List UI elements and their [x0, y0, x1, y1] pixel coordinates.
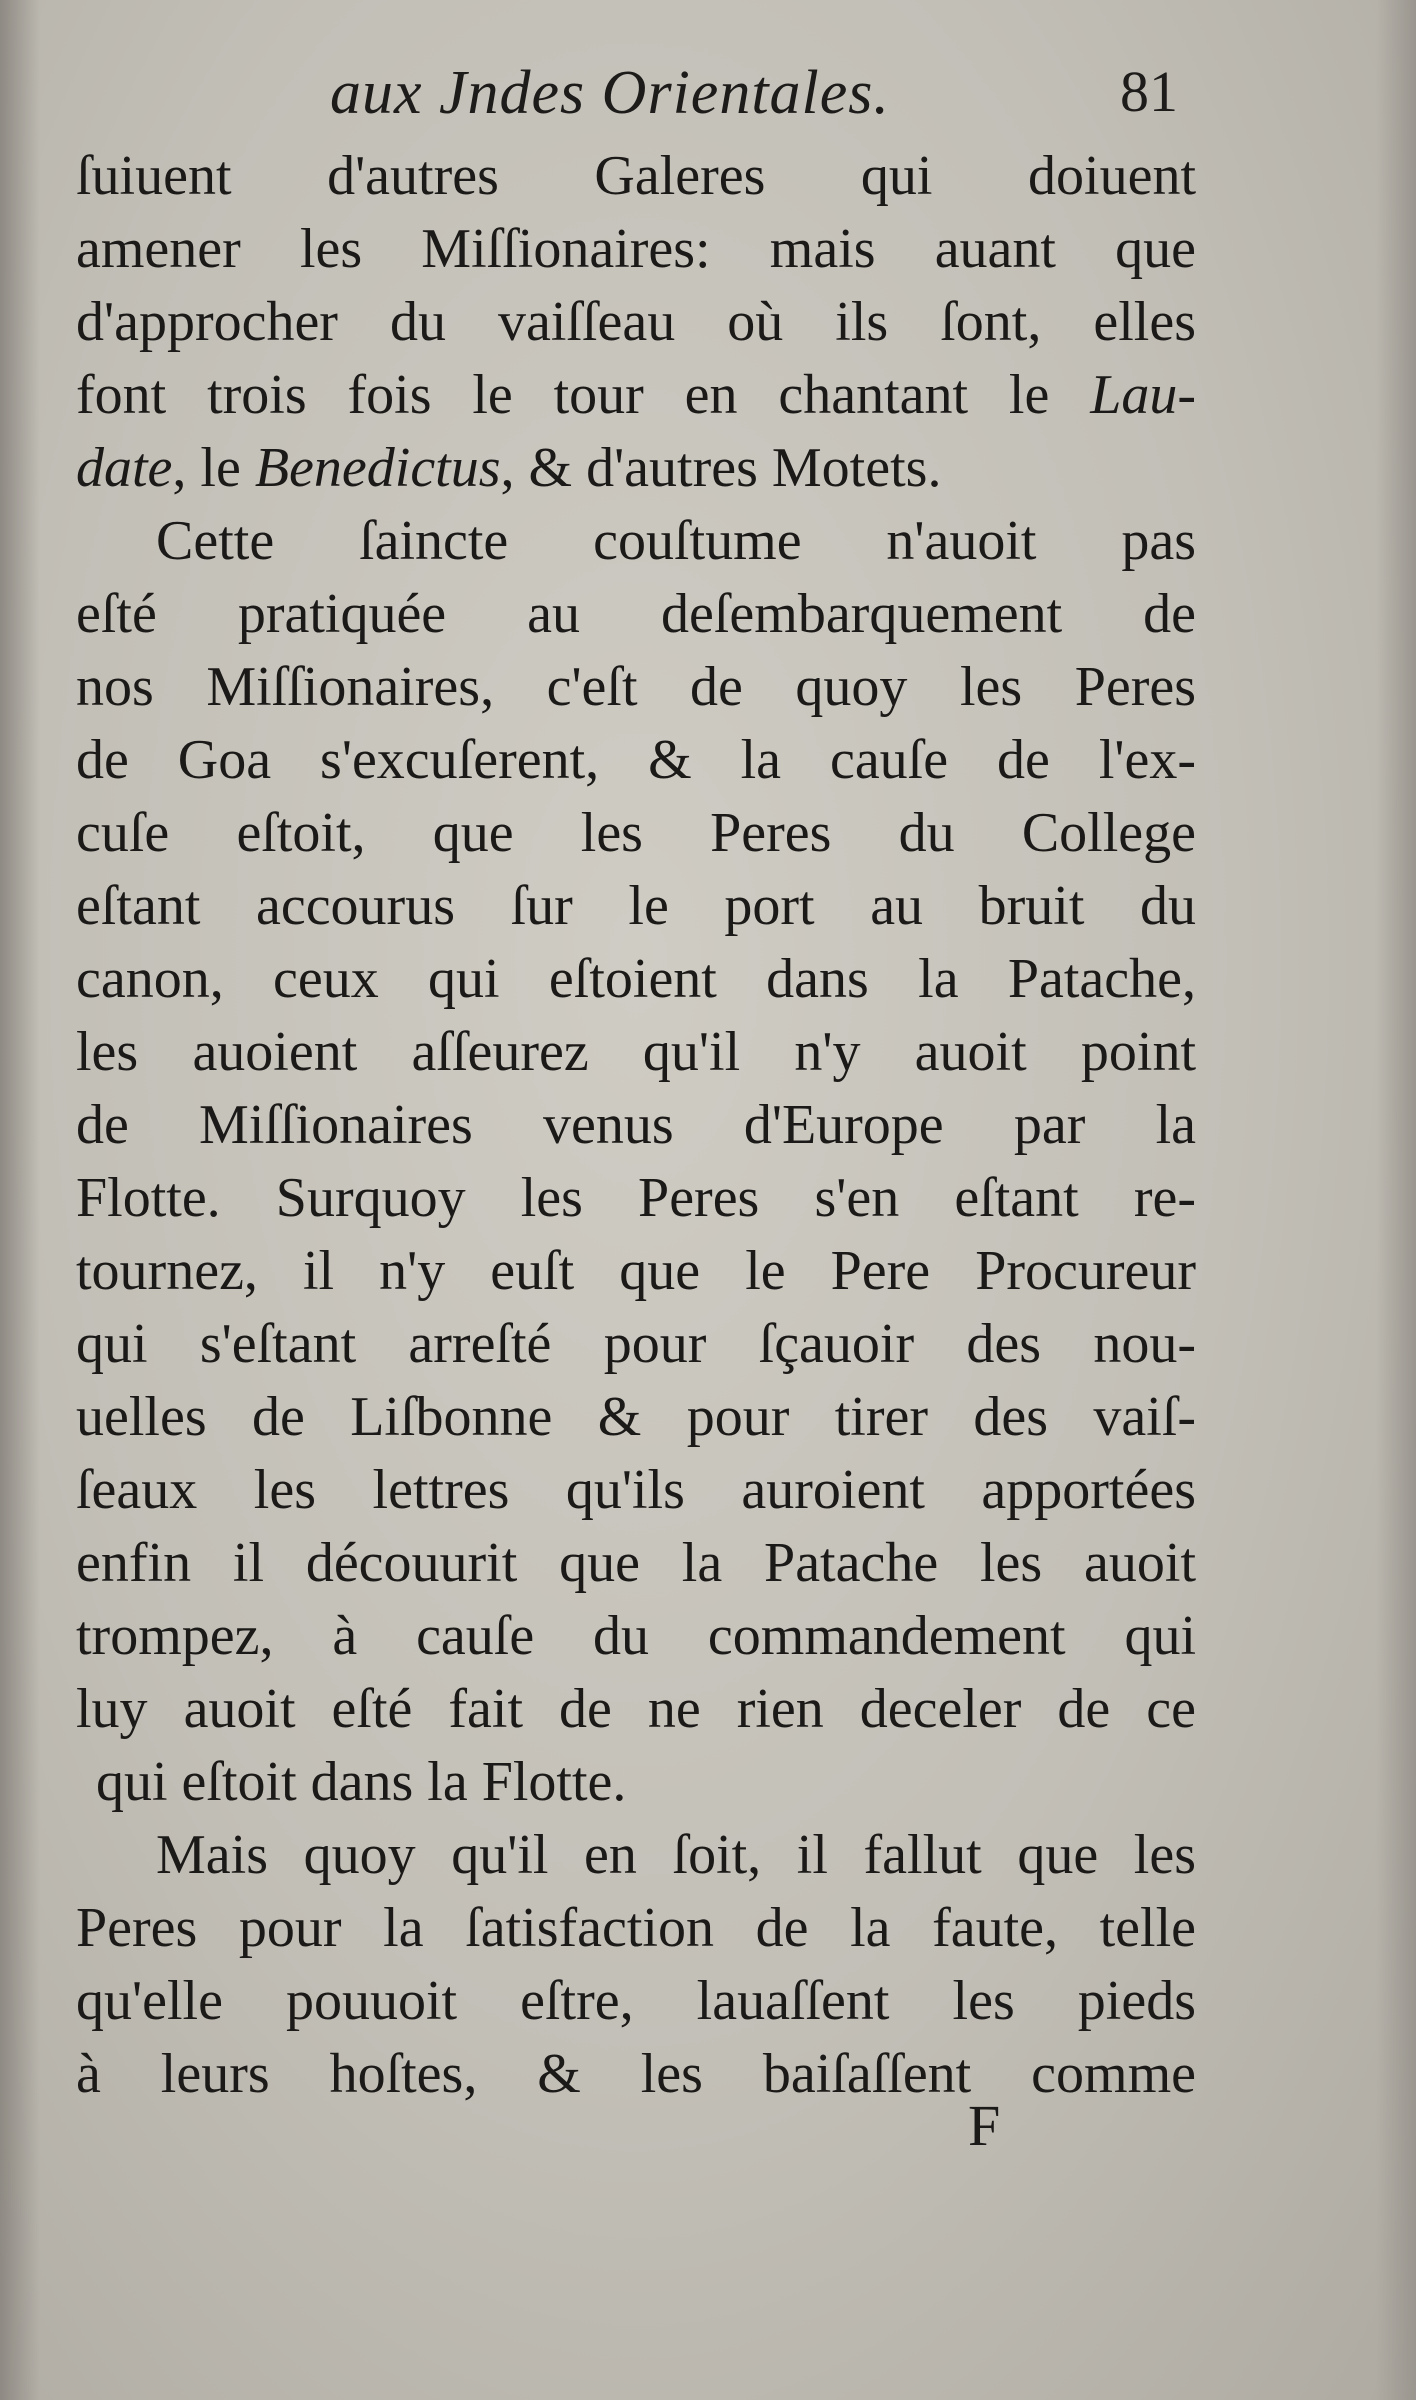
- body-text: [76, 140, 1196, 2111]
- text-line: tournez, il n'y euſt que le Pere Procureur: [76, 1240, 1196, 1302]
- catchword: F: [968, 2093, 1001, 2158]
- text-line: Flotte. Surquoy les Peres s'en eſtant re-: [76, 1167, 1196, 1229]
- text-line: trompez, à cauſe du commandement qui: [76, 1605, 1196, 1667]
- text-line: Peres pour la ſatisfaction de la faute, telle: [76, 1897, 1196, 1959]
- text-line: d'approcher du vaiſſeau où ils ſont, elles: [76, 291, 1196, 353]
- text-line: qui s'eſtant arreſté pour ſçauoir des nou-: [76, 1313, 1196, 1375]
- text-line: nos Miſſionaires, c'eſt de quoy les Peres: [76, 656, 1196, 718]
- text-line: les auoient aſſeurez qu'il n'y auoit point: [76, 1021, 1196, 1083]
- text-line: canon, ceux qui eſtoient dans la Patache,: [76, 948, 1196, 1010]
- text-line: font trois fois le tour en chantant le Lau-: [76, 364, 1196, 426]
- paragraph-first-line: Cette ſaincte couſtume n'auoit pas: [156, 510, 1196, 572]
- edge-shadow: [1376, 0, 1416, 2400]
- text-line: eſté pratiquée au deſembarquement de: [76, 583, 1196, 645]
- text-line: amener les Miſſionaires: mais auant que: [76, 218, 1196, 280]
- text-line: ſuiuent d'autres Galeres qui doiuent: [76, 145, 1196, 207]
- text-line: eſtant accourus ſur le port au bruit du: [76, 875, 1196, 937]
- text-line: qui eſtoit dans la Flotte.: [96, 1751, 627, 1813]
- text-line: ſeaux les lettres qu'ils auroient apportées: [76, 1459, 1196, 1521]
- text-line: enfin il découurit que la Patache les auoit: [76, 1532, 1196, 1594]
- text-line: luy auoit eſté fait de ne rien deceler de ce: [76, 1678, 1196, 1740]
- text-line: date, le Benedictus, & d'autres Motets.: [76, 437, 942, 499]
- gutter-shadow: [0, 0, 40, 2400]
- text-line: cuſe eſtoit, que les Peres du College: [76, 802, 1196, 864]
- paragraph-first-line: Mais quoy qu'il en ſoit, il fallut que les: [156, 1824, 1196, 1886]
- text-line: de Goa s'excuſerent, & la cauſe de l'ex-: [76, 729, 1196, 791]
- running-head: [0, 48, 1416, 138]
- running-title: aux Jndes Orientales.: [330, 59, 890, 127]
- page-number: 81: [1120, 59, 1178, 124]
- text-line: uelles de Liſbonne & pour tirer des vaiſ-: [76, 1386, 1196, 1448]
- text-line: de Miſſionaires venus d'Europe par la: [76, 1094, 1196, 1156]
- text-line: qu'elle pouuoit eſtre, lauaſſent les pieds: [76, 1970, 1196, 2032]
- text-line: à leurs hoſtes, & les baiſaſſent comme: [76, 2043, 1196, 2105]
